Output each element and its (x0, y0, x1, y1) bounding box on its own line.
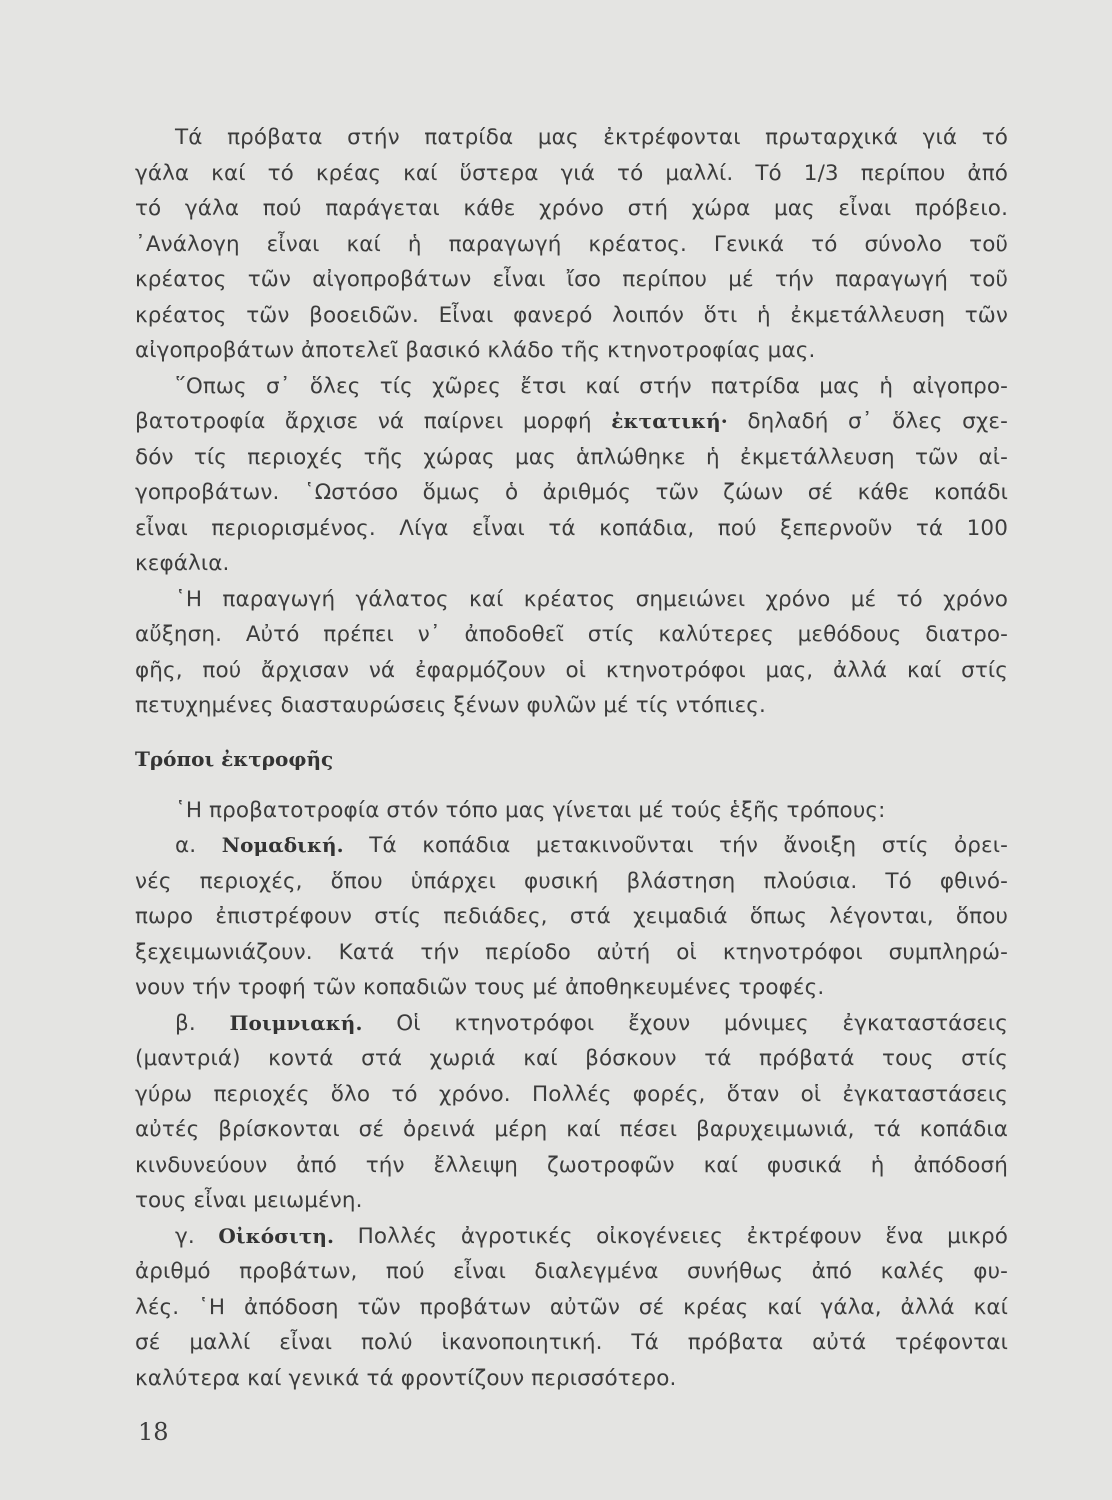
text-line: (μαντριά) κοντά στά χωριά καί βόσκουν τά πρόβατά τους στίς (135, 1046, 1008, 1071)
text-line: ᾿Ανάλογη εἶναι καί ἡ παραγωγή κρέατος. Γενικά τό σύνολο τοῦ (135, 231, 1008, 257)
text-line: δόν τίς περιοχές τῆς χώρας μας ἁπλώθηκε ἡ ἐκμετάλλευση τῶν αἰ- (135, 444, 1008, 470)
line-prefix: βατοτροφία ἄρχισε νά παίρνει μορφή (135, 409, 612, 434)
text-line: ῾Η παραγωγή γάλατος καί κρέατος σημειώνει χρόνο μέ τό χρόνο (175, 586, 1008, 612)
section-heading: Τρόποι ἐκτροφῆς (135, 746, 334, 771)
paragraph (135, 582, 1008, 724)
text-line: ἀριθμό προβάτων, πού εἶναι διαλεγμένα συνήθως ἀπό καλές φυ- (135, 1259, 1008, 1284)
text-line: κεφάλια. (135, 551, 230, 576)
line-suffix: Πολλές ἀγροτικές οἰκογένειες ἐκτρέφουν ἕνα μικρό (334, 1223, 1008, 1249)
text-line (135, 1219, 1008, 1255)
line-prefix: β. (175, 1010, 230, 1036)
text-line: αἰγοπροβάτων ἀποτελεῖ βασικό κλάδο τῆς κτηνοτροφίας μας. (135, 338, 816, 363)
text-line (135, 828, 1008, 864)
text-line: λές. ῾Η ἀπόδοση τῶν προβάτων αὐτῶν σέ κρέας καί γάλα, ἀλλά καί (135, 1294, 1008, 1320)
text-line: ῾Η προβατοτροφία στόν τόπο μας γίνεται μέ τούς ἑξῆς τρόπους: (175, 797, 886, 823)
text-line: αὔξηση. Αὐτό πρέπει ν᾿ ἀποδοθεῖ στίς καλύτερες μεθόδους διατρο- (135, 622, 1008, 647)
line-suffix: Οἱ κτηνοτρόφοι ἔχουν μόνιμες ἐγκαταστάσεις (362, 1010, 1008, 1036)
bold-term: Ποιμνιακή. (229, 1010, 363, 1035)
bold-term: ἐκτατική· (611, 409, 728, 433)
text-line: κρέατος τῶν βοοειδῶν. Εἶναι φανερό λοιπόν ὅτι ἡ ἐκμετάλλευση τῶν (135, 302, 1008, 328)
text-line: γύρω περιοχές ὅλο τό χρόνο. Πολλές φορές, ὅταν οἱ ἐγκαταστάσεις (135, 1081, 1008, 1107)
text-line: νουν τήν τροφή τῶν κοπαδιῶν τους μέ ἀποθηκευμένες τροφές. (135, 975, 825, 1000)
text-line: αὐτές βρίσκονται σέ ὀρεινά μέρη καί πέσει βαρυχειμωνιά, τά κοπάδια (135, 1117, 1008, 1142)
text-line: πετυχημένες διασταυρώσεις ξένων φυλῶν μέ τίς ντόπιες. (135, 693, 766, 718)
line-prefix: γ. (175, 1223, 219, 1249)
bold-term: Νομαδική. (221, 833, 344, 857)
text-line (135, 1006, 1008, 1042)
text-line: πωρο ἐπιστρέφουν στίς πεδιάδες, στά χειμαδιά ὅπως λέγονται, ὅπου (135, 904, 1008, 929)
paragraph (135, 1219, 1008, 1397)
text-line: ῞Οπως σ᾿ ὅλες τίς χῶρες ἔτσι καί στήν πατρίδα μας ἡ αἰγοπρο- (175, 373, 1008, 399)
text-line: κρέατος τῶν αἰγοπροβάτων εἶναι ἴσο περίπου μέ τήν παραγωγή τοῦ (135, 267, 1008, 292)
text-line: γοπροβάτων. ῾Ωστόσο ὅμως ὁ ἀριθμός τῶν ζώων σέ κάθε κοπάδι (135, 480, 1008, 505)
text-line: σέ μαλλί εἶναι πολύ ἱκανοποιητική. Τά πρόβατα αὐτά τρέφονται (135, 1330, 1008, 1355)
line-suffix: δηλαδή σ᾿ ὅλες σχε- (727, 409, 1008, 434)
paragraph (135, 793, 1008, 829)
paragraph (135, 369, 1008, 582)
bold-term: Οἰκόσιτη. (218, 1223, 335, 1248)
paragraph (135, 828, 1008, 1006)
text-line: τους εἶναι μειωμένη. (135, 1188, 363, 1213)
text-line: ξεχειμωνιάζουν. Κατά τήν περίοδο αὐτή οἱ κτηνοτρόφοι συμπληρώ- (135, 939, 1008, 965)
page-number: 18 (138, 1418, 169, 1446)
text-line: νές περιοχές, ὅπου ὑπάρχει φυσική βλάστηση πλούσια. Τό φθινό- (135, 868, 1008, 894)
text-line: Τά πρόβατα στήν πατρίδα μας ἐκτρέφονται πρωταρχικά γιά τό (175, 125, 1008, 150)
paragraph (135, 120, 1008, 369)
text-line: γάλα καί τό κρέας καί ὕστερα γιά τό μαλλί. Τό 1/3 περίπου ἀπό (135, 160, 1008, 186)
text-line: καλύτερα καί γενικά τά φροντίζουν περισσότερο. (135, 1365, 677, 1391)
text-line: φῆς, πού ἄρχισαν νά ἐφαρμόζουν οἱ κτηνοτρόφοι μας, ἀλλά καί στίς (135, 657, 1008, 683)
text-line: κινδυνεύουν ἀπό τήν ἔλλειψη ζωοτροφῶν καί φυσικά ἡ ἀπόδοσή (135, 1152, 1008, 1178)
line-suffix: Τά κοπάδια μετακινοῦνται τήν ἄνοιξη στίς ὀρει- (343, 833, 1008, 858)
page-body (135, 120, 1008, 1396)
text-line (135, 404, 1008, 440)
line-prefix: α. (175, 833, 222, 858)
text-line: τό γάλα πού παράγεται κάθε χρόνο στή χώρα μας εἶναι πρόβειο. (135, 196, 1008, 221)
text-line: εἶναι περιορισμένος. Λίγα εἶναι τά κοπάδια, πού ξεπερνοῦν τά 100 (135, 515, 1008, 541)
paragraph (135, 1006, 1008, 1219)
